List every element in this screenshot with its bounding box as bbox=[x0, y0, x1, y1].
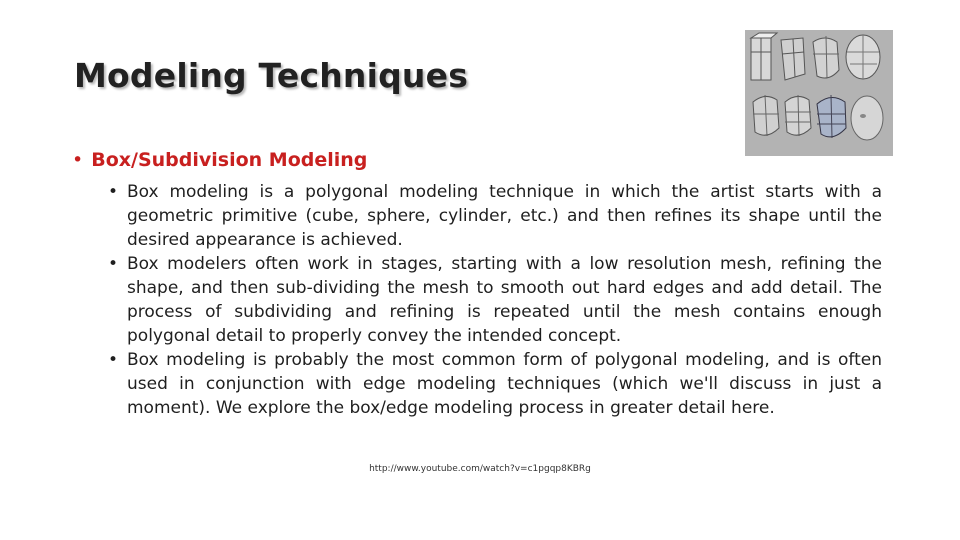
slide-title: Modeling Techniques bbox=[74, 56, 469, 95]
mesh-stage-3 bbox=[813, 36, 839, 78]
bullet-list bbox=[108, 180, 882, 420]
bullet-icon: • bbox=[108, 254, 119, 274]
mesh-stage-5 bbox=[753, 95, 779, 136]
mesh-stage-2 bbox=[781, 38, 805, 80]
video-link[interactable]: http://www.youtube.com/watch?v=c1pgqp8KBRg bbox=[369, 464, 591, 474]
mesh-stage-6 bbox=[785, 95, 811, 136]
bullet-icon: • bbox=[72, 149, 84, 171]
mesh-stage-7 bbox=[817, 95, 846, 138]
list-item bbox=[108, 348, 882, 420]
mesh-stage-1 bbox=[751, 33, 777, 80]
bullet-icon: • bbox=[108, 350, 119, 370]
mesh-stage-8 bbox=[851, 96, 883, 140]
list-item-text: Box modeling is a polygonal modeling technique in which the artist starts with a geometric primitive (cube, sphere, cylinder, etc.) and then refines its shape until the desired appearance is achieved. bbox=[127, 182, 882, 250]
list-item-text: Box modeling is probably the most common form of polygonal modeling, and is often used in conjunction with edge modeling techniques (which we'll discuss in just a moment). We explore the box/edge modeling process in greater detail here. bbox=[127, 350, 882, 418]
mesh-stage-4 bbox=[846, 35, 880, 79]
list-item bbox=[108, 252, 882, 348]
section-heading bbox=[72, 149, 367, 171]
list-item bbox=[108, 180, 882, 252]
box-modeling-heads-image bbox=[745, 30, 893, 156]
section-heading-text: Box/Subdivision Modeling bbox=[91, 149, 368, 171]
list-item-text: Box modelers often work in stages, starting with a low resolution mesh, refining the shape, and then sub-dividing the mesh to smooth out hard edges and add detail. The process of subdividing and refining is repeated until the mesh contains enough polygonal detail to properly convey the intended concept. bbox=[127, 254, 882, 346]
bullet-icon: • bbox=[108, 182, 119, 202]
